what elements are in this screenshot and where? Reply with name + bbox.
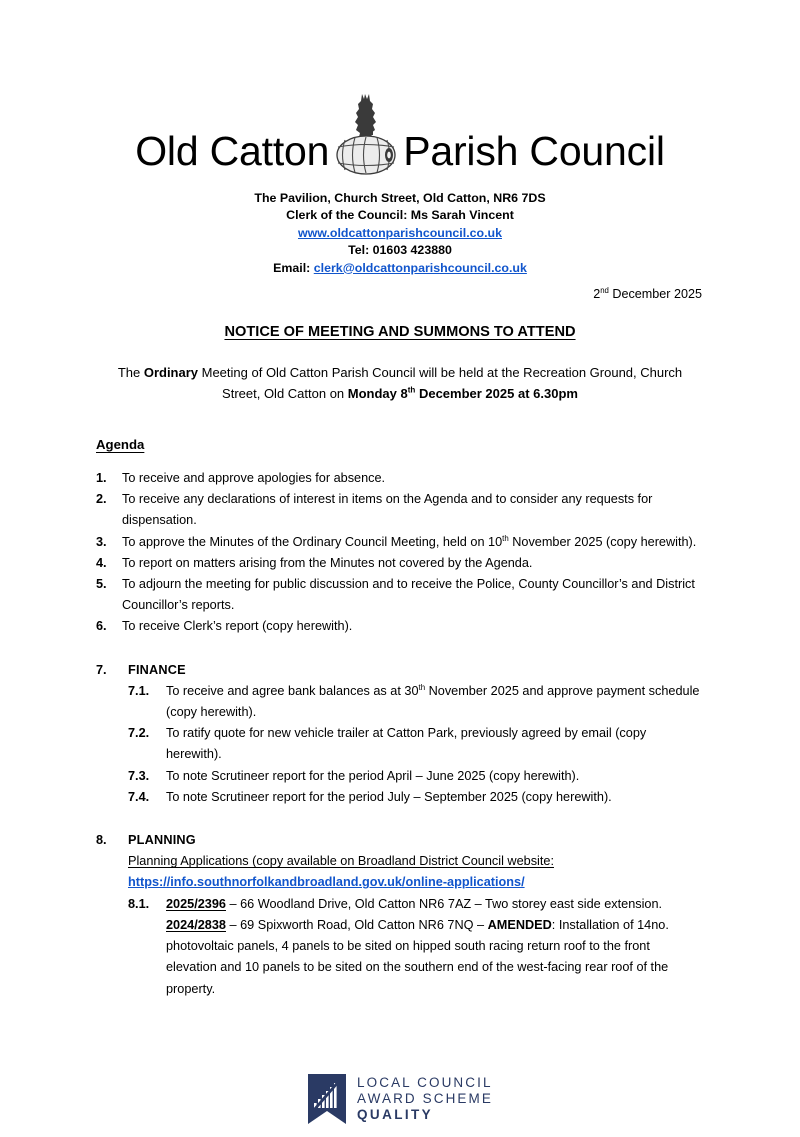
agenda-item-number: 2. xyxy=(96,492,107,507)
planning-section-heading xyxy=(96,830,704,851)
planning-item-body xyxy=(166,894,704,1000)
agenda-item-number: 1. xyxy=(96,471,107,486)
finance-item-number: 7.4. xyxy=(128,789,150,804)
planning-applications-note xyxy=(96,851,704,872)
planning-application-2 xyxy=(166,915,704,1000)
finance-item-text-after: November 2025 and approve payment schedule (copy herewith). xyxy=(166,683,700,720)
meeting-when-rest: December 2025 at 6.30pm xyxy=(415,386,578,402)
meeting-type: Ordinary xyxy=(143,365,199,381)
agenda-heading: Agenda xyxy=(96,437,145,453)
footer xyxy=(0,1073,800,1125)
agenda-item-4 xyxy=(96,553,704,574)
award-badge-text xyxy=(357,1075,493,1123)
award-badge-line1: LOCAL COUNCIL xyxy=(357,1075,493,1090)
website-link[interactable]: www.oldcattonparishcouncil.co.uk xyxy=(297,225,502,240)
finance-item-7-2 xyxy=(96,723,704,765)
award-ribbon-icon xyxy=(307,1073,347,1125)
agenda-item-text-after: November 2025 (copy herewith). xyxy=(508,534,697,549)
agenda-item-number: 3. xyxy=(96,534,107,549)
intro-part2: Meeting of Old Catton Parish Council will be held at the Recreation Ground, Church Street, Old Catton on xyxy=(198,365,683,402)
finance-item-number: 7.2. xyxy=(128,726,150,741)
finance-item-7-4 xyxy=(96,787,704,808)
agenda-list xyxy=(96,468,704,1000)
website-line xyxy=(96,225,704,242)
finance-item-number: 7.1. xyxy=(128,683,150,698)
agenda-item-number: 5. xyxy=(96,577,107,592)
meeting-when-day: Monday 8 xyxy=(347,386,408,402)
intro-part1: The xyxy=(117,365,144,381)
email-line xyxy=(96,260,704,277)
agenda-item-text xyxy=(122,532,704,553)
finance-item-7-1 xyxy=(96,681,704,723)
amended-label: AMENDED xyxy=(487,917,552,932)
date-day: 2 xyxy=(593,287,601,302)
agenda-item-2 xyxy=(96,489,704,531)
planning-item-number: 8.1. xyxy=(128,896,150,911)
finance-item-number: 7.3. xyxy=(128,768,150,783)
planning-item-8-1 xyxy=(96,894,704,1000)
date-rest: December 2025 xyxy=(608,287,702,302)
finance-item-text: To note Scrutineer report for the period July – September 2025 (copy herewith). xyxy=(166,789,612,804)
agenda-item-number: 4. xyxy=(96,555,107,570)
agenda-item-5 xyxy=(96,574,704,616)
agenda-item-1 xyxy=(96,468,704,489)
org-title-right: Parish Council xyxy=(403,128,665,174)
notice-heading: NOTICE OF MEETING AND SUMMONS TO ATTEND xyxy=(224,324,576,341)
finance-item-text: To ratify quote for new vehicle trailer at Catton Park, previously agreed by email (copy herewith). xyxy=(166,726,647,762)
finance-item-text xyxy=(166,681,704,723)
agenda-item-text: To receive Clerk’s report (copy herewith). xyxy=(122,619,353,634)
email-link[interactable]: clerk@oldcattonparishcouncil.co.uk xyxy=(313,260,527,275)
agenda-item-text: To receive and approve apologies for absence. xyxy=(122,471,386,486)
agenda-item-3 xyxy=(96,532,704,553)
agenda-item-ordinal: th xyxy=(502,533,509,543)
agenda-item-text: To receive any declarations of interest in items on the Agenda and to consider any requests for dispensation. xyxy=(122,492,653,528)
finance-section-number: 7. xyxy=(96,662,107,677)
planning-applications-link[interactable]: https://info.southnorfolkandbroadland.gov.uk/online-applications/ xyxy=(128,875,525,890)
date-ordinal: nd xyxy=(600,285,609,295)
planning-url-line xyxy=(96,872,704,893)
planning-note-text: Planning Applications (copy available on Broadland District Council website: xyxy=(128,854,554,869)
meeting-when-ordinal: th xyxy=(407,385,416,395)
planning-reference-2: 2024/2838 xyxy=(166,917,226,932)
meeting-intro-paragraph xyxy=(96,362,704,404)
finance-item-ordinal: th xyxy=(418,682,426,692)
address-line: The Pavilion, Church Street, Old Catton, NR6 7DS xyxy=(254,191,546,205)
finance-section-title: FINANCE xyxy=(128,662,186,677)
org-title-left: Old Catton xyxy=(135,128,330,174)
clerk-line: Clerk of the Council: Ms Sarah Vincent xyxy=(286,208,514,223)
email-label: Email: xyxy=(273,260,311,275)
award-badge-line2: AWARD SCHEME xyxy=(357,1091,493,1106)
cat-on-barrel-crest-icon xyxy=(335,90,397,178)
planning-description-2-before: – 69 Spixworth Road, Old Catton NR6 7NQ – xyxy=(225,917,488,932)
contact-block xyxy=(96,190,704,277)
planning-section-title: PLANNING xyxy=(128,833,196,848)
planning-reference-1: 2025/2396 xyxy=(166,896,226,911)
agenda-item-text-before: To approve the Minutes of the Ordinary Council Meeting, held on 10 xyxy=(122,534,503,549)
document-date xyxy=(96,287,704,301)
agenda-item-text: To adjourn the meeting for public discussion and to receive the Police, County Councillor’s and District Councillor’s reports. xyxy=(122,577,695,613)
local-council-award-badge xyxy=(307,1073,493,1125)
planning-section-number: 8. xyxy=(96,833,107,848)
planning-description-2-after: : Installation of 14no. photovoltaic panels, 4 panels to be sited on hipped south racing return roof to the front elevation and 10 panels to be sited on the southern end of the west-facing rear roof of the property. xyxy=(166,917,669,996)
agenda-item-6 xyxy=(96,616,704,637)
planning-description-1: – 66 Woodland Drive, Old Catton NR6 7AZ – Two storey east side extension. xyxy=(225,896,663,911)
finance-section-heading xyxy=(96,660,704,681)
finance-item-7-3 xyxy=(96,766,704,787)
agenda-item-text: To report on matters arising from the Minutes not covered by the Agenda. xyxy=(122,555,533,570)
agenda-item-number: 6. xyxy=(96,619,107,634)
finance-item-text-before: To receive and agree bank balances as at 30 xyxy=(166,683,419,698)
planning-application-1 xyxy=(166,894,704,915)
finance-item-text: To note Scrutineer report for the period April – June 2025 (copy herewith). xyxy=(166,768,580,783)
organisation-title-row xyxy=(96,86,704,174)
masthead xyxy=(96,0,704,174)
telephone-line: Tel: 01603 423880 xyxy=(348,243,452,258)
award-badge-line3: QUALITY xyxy=(357,1107,434,1122)
